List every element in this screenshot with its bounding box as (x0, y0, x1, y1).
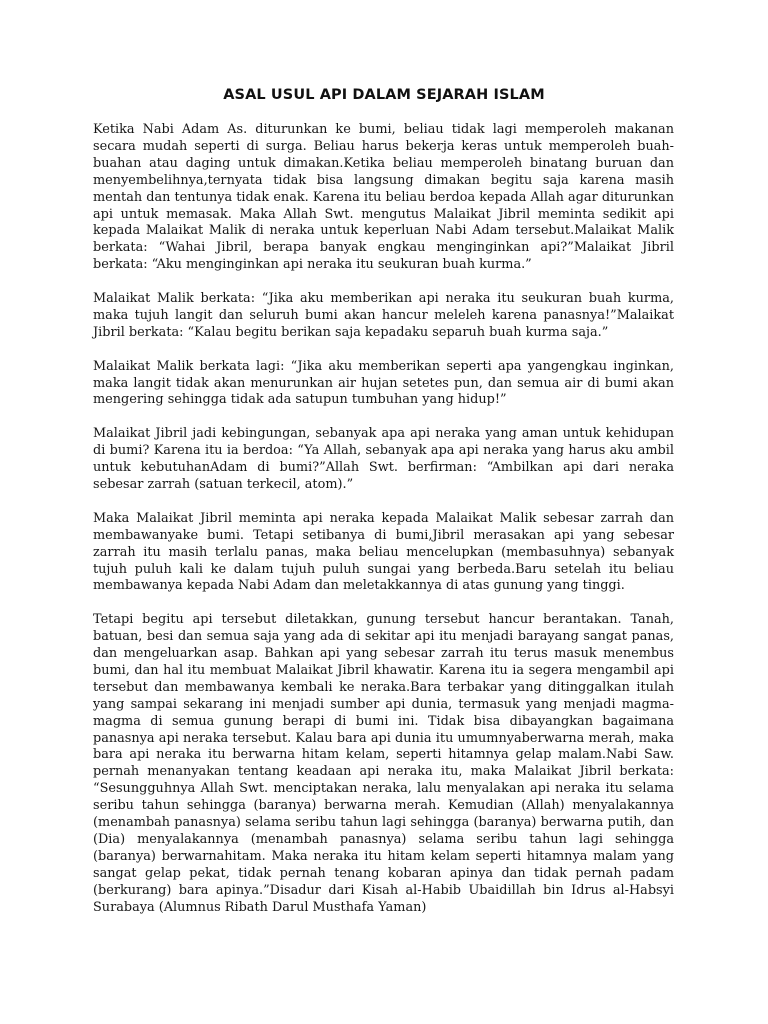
paragraph-4: Malaikat Jibril jadi kebingungan, sebanyak apa api neraka yang aman untuk kehidupan di bumi? Karena itu ia berdoa: “Ya Allah, sebanyak apa api neraka yang harus aku ambil untuk kebutuhanAdam di bumi?”Allah Swt. berfirman: “Ambilkan api dari neraka sebesar zarrah (satuan terkecil, atom).” (93, 426, 674, 492)
paragraph-5: Maka Malaikat Jibril meminta api neraka kepada Malaikat Malik sebesar zarrah dan membawanyake bumi. Tetapi setibanya di bumi,Jibril merasakan api yang sebesar zarrah itu masih terlalu panas, maka beliau mencelupkan (membasuhnya) sebanyak tujuh puluh kali ke dalam tujuh puluh sungai yang berbeda.Baru setelah itu beliau membawanya kepada Nabi Adam dan meletakkannya di atas gunung yang tinggi. (93, 510, 674, 594)
paragraph-6: Tetapi begitu api tersebut diletakkan, gunung tersebut hancur berantakan. Tanah, batuan, besi dan semua saja yang ada di sekitar api itu menjadi barayang sangat panas, dan mengeluarkan asap. Bahkan api yang sebesar zarrah itu terus masuk menembus bumi, dan hal itu membuat Malaikat Jibril khawatir. Karena itu ia segera mengambil api tersebut dan membawanya kembali ke neraka.Bara terbakar yang ditinggalkan itulah yang sampai sekarang ini menjadi sumber api dunia, termasuk yang menjadi magma-magma di semua gunung berapi di bumi ini. Tidak bisa dibayangkan bagaimana panasnya api neraka tersebut. Kalau bara api dunia itu umumnyaberwarna merah, maka bara api neraka itu berwarna hitam kelam, seperti hitamnya gelap malam.Nabi Saw. pernah menanyakan tentang keadaan api neraka itu, maka Malaikat Jibril berkata: “Sesungguhnya Allah Swt. menciptakan neraka, lalu menyalakan api neraka itu selama seribu tahun sehingga (baranya) berwarna merah. Kemudian (Allah) menyalakannya (menambah panasnya) selama seribu tahun lagi sehingga (baranya) berwarna putih, dan (Dia) menyalakannya (menambah panasnya) selama seribu tahun lagi sehingga (baranya) berwarnahitam. Maka neraka itu hitam kelam seperti hitamnya malam yang sangat gelap pekat, tidak pernah tenang kobaran apinya dan tidak pernah padam (berkurang) bara apinya.”Disadur dari Kisah al-Habib Ubaidillah bin Idrus al-Habsyi Surabaya (Alumnus Ribath Darul Musthafa Yaman) (93, 612, 674, 915)
paragraph-3: Malaikat Malik berkata lagi: “Jika aku memberikan seperti apa yangengkau inginkan, maka langit tidak akan menurunkan air hujan setetes pun, dan semua air di bumi akan mengering sehingga tidak ada satupun tumbuhan yang hidup!” (93, 358, 674, 408)
paragraph-2: Malaikat Malik berkata: “Jika aku memberikan api neraka itu seukuran buah kurma, maka tujuh langit dan seluruh bumi akan hancur meleleh karena panasnya!”Malaikat Jibril berkata: “Kalau begitu berikan saja kepadaku separuh buah kurma saja.” (93, 291, 674, 340)
document-body (93, 122, 674, 917)
document-title: ASAL USUL API DALAM SEJARAH ISLAM (223, 87, 545, 103)
paragraph-1: Ketika Nabi Adam As. diturunkan ke bumi, beliau tidak lagi memperoleh makanan secara mudah seperti di surga. Beliau harus bekerja keras untuk memperoleh buah-buahan atau daging untuk dimakan.Ketika beliau memperoleh binatang buruan dan menyembelihnya,ternyata tidak bisa langsung dimakan begitu saja karena masih mentah dan tentunya tidak enak. Karena itu beliau berdoa kepada Allah agar diturunkan api untuk memasak. Maka Allah Swt. mengutus Malaikat Jibril meminta sedikit api kepada Malaikat Malik di neraka untuk keperluan Nabi Adam tersebut.Malaikat Malik berkata: “Wahai Jibril, berapa banyak engkau menginginkan api?”Malaikat Jibril berkata: “Aku menginginkan api neraka itu seukuran buah kurma.” (93, 122, 674, 273)
